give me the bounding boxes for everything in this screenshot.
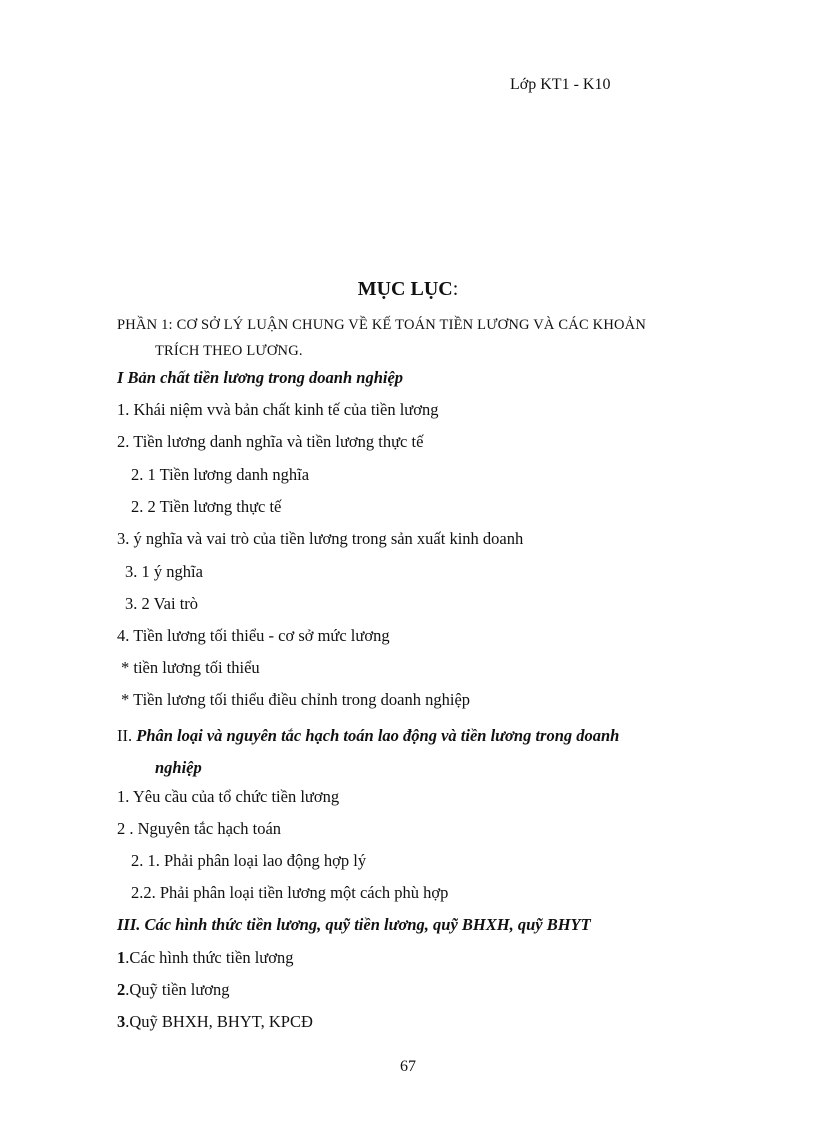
title-colon: : [452,278,459,300]
page-title [0,278,816,301]
toc-item: 2.2. Phải phân loại tiền lương một cách phù hợp [131,883,449,902]
toc-item [117,948,293,968]
item-text: .Quỹ tiền lương [125,980,230,999]
toc-item: 3. 1 ý nghĩa [125,562,203,581]
class-header: Lớp KT1 - K10 [510,76,611,93]
section-2-heading [117,720,747,784]
toc-item: 4. Tiền lương tối thiểu - cơ sở mức lương [117,626,390,645]
toc-item: 3. ý nghĩa và vai trò của tiền lương trong sản xuất kinh doanh [117,529,524,548]
toc-item: 2. 1 Tiền lương danh nghĩa [131,465,310,484]
toc-item: 3. 2 Vai trò [125,594,199,613]
title-text: MỤC LỤC [357,278,453,300]
toc-item: * tiền lương tối thiểu [121,658,260,677]
toc-item [117,1012,313,1032]
section-1-heading: I Bản chất tiền lương trong doanh nghiệp [117,368,404,387]
toc-item: 2 . Nguyên tắc hạch toán [117,819,282,838]
toc-item: 2. Tiền lương danh nghĩa và tiền lương thực tế [117,432,424,451]
toc-item: * Tiền lương tối thiểu điều chỉnh trong doanh nghiệp [121,690,471,709]
section-3-heading: III. Các hình thức tiền lương, quỹ tiền lương, quỹ BHXH, quỹ BHYT [117,915,591,934]
toc-item [117,980,230,1000]
section-2-number: II. [117,726,133,745]
toc-item: 2. 2 Tiền lương thực tế [131,497,282,516]
item-text: .Quỹ BHXH, BHYT, KPCĐ [125,1012,313,1031]
toc-item: 1. Yêu cầu của tổ chức tiền lương [117,787,340,806]
item-number: 1 [117,948,126,967]
toc-item: 2. 1. Phải phân loại lao động hợp lý [131,851,367,870]
part-1-heading [117,312,747,364]
toc-item: 1. Khái niệm vvà bản chất kinh tế của tiền lương [117,400,439,419]
part-1-line-1: PHẦN 1: CƠ SỞ LÝ LUẬN CHUNG VỀ KẾ TOÁN TIỀN LƯƠNG VÀ CÁC KHOẢN [117,317,647,333]
item-number: 2 [117,980,126,999]
section-2-title: Phân loại và nguyên tắc hạch toán lao động và tiền lương trong doanh [132,726,620,745]
section-2-title-cont: nghiệp [155,758,202,777]
item-number: 3 [117,1012,126,1031]
page-number: 67 [400,1058,416,1075]
part-1-line-2: TRÍCH THEO LƯƠNG. [155,343,303,359]
item-text: .Các hình thức tiền lương [125,948,294,967]
